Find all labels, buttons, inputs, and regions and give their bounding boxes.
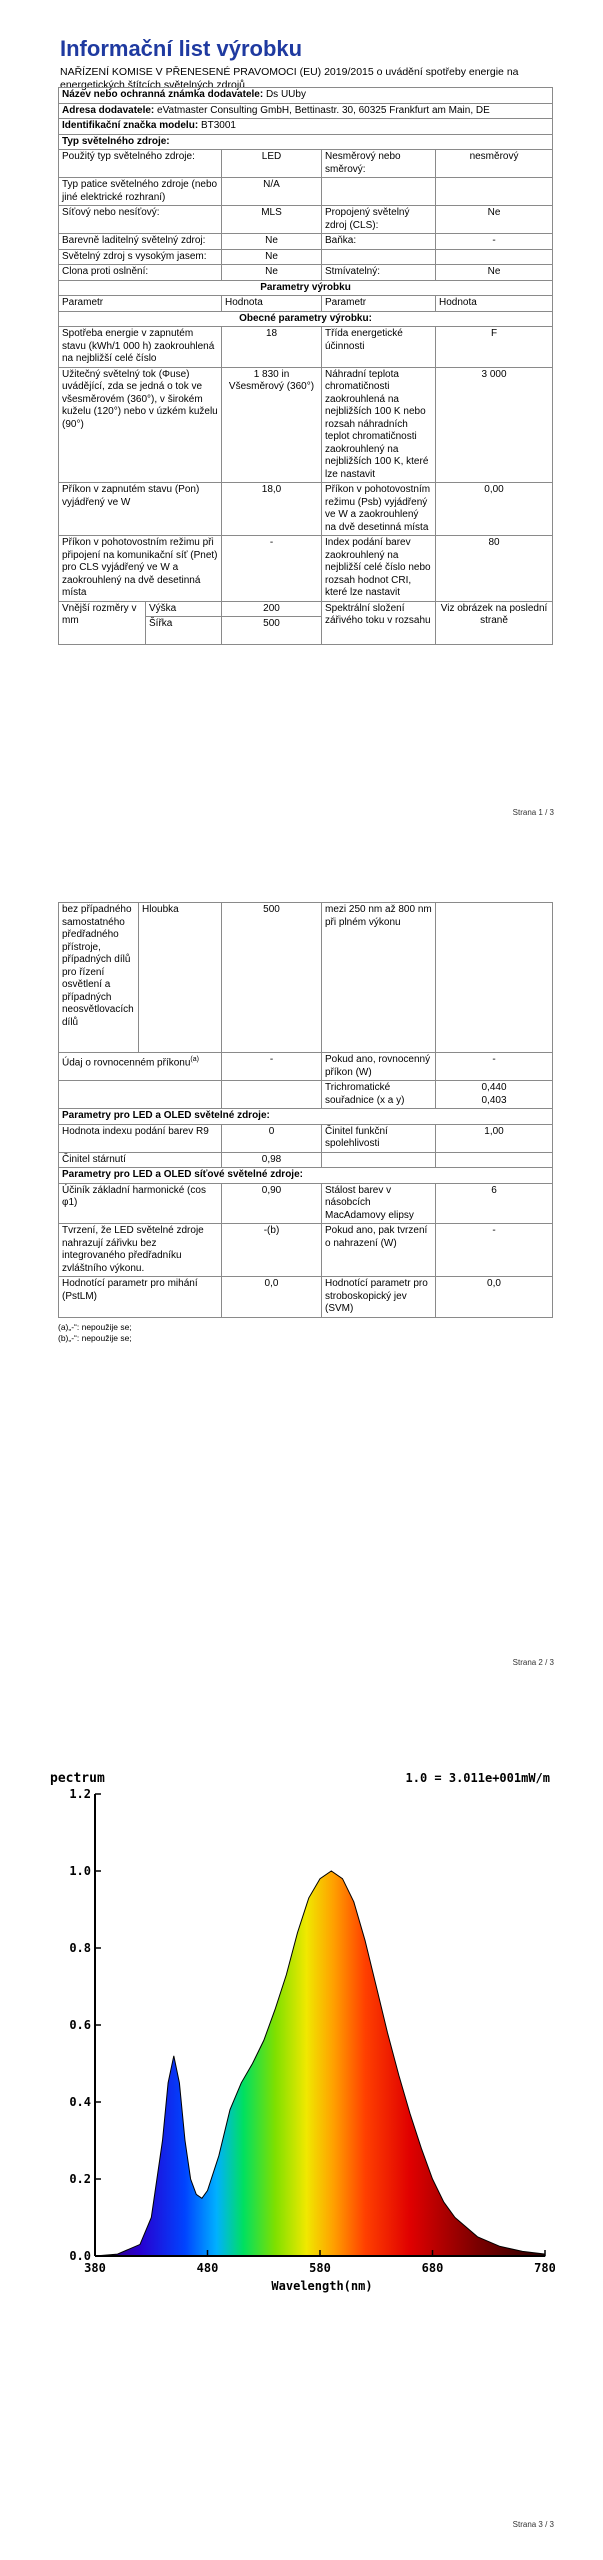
spectral-value: Viz obrázek na poslední straně (436, 601, 553, 644)
y-tick-label: 0.8 (69, 1941, 91, 1955)
param-label: Činitel funkční spolehlivosti (322, 1124, 436, 1152)
regulation-text: NAŘÍZENÍ KOMISE V PŘENESENÉ PRAVOMOCI (EU) 2019/2015 o uvádění spotřeby energie na energetických štítcích světelných zdrojů (60, 66, 519, 91)
param-label: Pokud ano, pak tvrzení o nahrazení (W) (322, 1224, 436, 1277)
type-param-label (322, 249, 436, 265)
param-value: 0,00 (436, 483, 553, 536)
type-param-value: MLS (222, 206, 322, 234)
type-param-value: Ne (222, 265, 322, 281)
height-value: 200 (222, 602, 321, 618)
type-param-value: Ne (436, 206, 553, 234)
param-label: Účiník základní harmonické (cos φ1) (59, 1183, 222, 1224)
model-id: BT3001 (200, 120, 236, 131)
y-tick-label: 1.2 (69, 1787, 91, 1801)
type-param-label: Použitý typ světelného zdroje: (59, 150, 222, 178)
page-1 (0, 0, 603, 850)
mls-param-row (59, 1183, 553, 1224)
col-header-param: Parametr (59, 296, 222, 312)
type-param-value (436, 178, 553, 206)
y-tick-label: 0.4 (69, 2095, 91, 2109)
spectrum-chart (50, 1768, 555, 2298)
param-value: - (222, 536, 322, 602)
type-param-value: N/A (222, 178, 322, 206)
type-param-value: LED (222, 150, 322, 178)
y-tick-label: 0.0 (69, 2249, 91, 2263)
param-value: -(b) (222, 1224, 322, 1277)
supplier-address-label: Adresa dodavatele: (62, 104, 155, 116)
spectrum-area (95, 1871, 545, 2256)
x-tick-label: 780 (534, 2261, 555, 2275)
col-header-value: Hodnota (222, 296, 322, 312)
dims-label: Vnější rozměry v mm (62, 602, 137, 626)
type-param-value: Ne (436, 265, 553, 281)
supplier-name: Ds UUby (265, 89, 306, 100)
light-source-type-heading: Typ světelného zdroje: (59, 134, 553, 150)
param-label: Hodnota indexu podání barev R9 (59, 1124, 222, 1152)
type-row (59, 178, 553, 206)
plot-area (69, 1787, 555, 2275)
param-value: 1,00 (436, 1124, 553, 1152)
param-label (59, 1081, 222, 1109)
col-header-value: Hodnota (436, 296, 553, 312)
page-number: Strana 2 / 3 (512, 1658, 554, 1667)
param-value: 3 000 (436, 367, 553, 483)
param-label: Užitečný světelný tok (Φuse) uvádějící, zda se jedná o tok ve všesměrovém (360°), v širokém kuželu (120°) nebo v úzkém kuželu (90°) (59, 367, 222, 483)
type-param-label: Nesměrový nebo směrový: (322, 150, 436, 178)
type-row (59, 249, 553, 265)
footnote-b: (b)„-“: nepoužije se; (58, 1332, 132, 1343)
params-section-heading: Parametry výrobku (59, 280, 553, 296)
chart-annotation: 1.0 = 3.011e+001mW/m (405, 1771, 550, 1785)
x-tick-label: 580 (309, 2261, 331, 2275)
param-value: 1 830 in Všesměrový (360°) (222, 367, 322, 483)
type-row (59, 150, 553, 178)
param-value: 18,0 (222, 483, 322, 536)
param-row (59, 1053, 553, 1081)
mls-param-row (59, 1277, 553, 1318)
y-tick-label: 0.6 (69, 2018, 91, 2032)
supplier-address-row (59, 103, 553, 119)
type-param-label: Clona proti oslnění: (59, 265, 222, 281)
spectral-continued: mezi 250 nm až 800 nm při plném výkonu (322, 903, 436, 1053)
type-param-label: Stmívatelný: (322, 265, 436, 281)
spectrum-chart-svg (50, 1768, 555, 2298)
footnote-ref: (a) (190, 1056, 199, 1063)
y-tick-label: 1.0 (69, 1864, 91, 1878)
param-value: 0,0 (436, 1277, 553, 1318)
dims-cell (59, 601, 222, 644)
product-sheet-table-p2 (58, 902, 552, 1344)
x-tick-label: 680 (421, 2261, 444, 2275)
type-row (59, 206, 553, 234)
type-param-label (322, 178, 436, 206)
param-row (59, 1081, 553, 1109)
type-row (59, 265, 553, 281)
type-row (59, 234, 553, 250)
model-row (59, 119, 553, 135)
general-param-row (59, 536, 553, 602)
param-label: Náhradní teplota chromatičnosti zaokrouhlená na nejbližších 100 K nebo rozsah náhradních teplot chromatičnosti zaokrouhlený na nejbližších 100 K, které lze nastavit (322, 367, 436, 483)
param-value: 6 (436, 1183, 553, 1224)
mls-param-row (59, 1224, 553, 1277)
param-value: - (436, 1224, 553, 1277)
general-param-row (59, 327, 553, 368)
chart-title: pectrum (50, 1771, 105, 1786)
led-section-heading: Parametry pro LED a OLED světelné zdroje: (59, 1109, 553, 1125)
general-param-row (59, 367, 553, 483)
param-value: 18 (222, 327, 322, 368)
param-label (322, 1152, 436, 1168)
led-param-row (59, 1124, 553, 1152)
param-value: 0 (222, 1124, 322, 1152)
dims-values (222, 601, 322, 644)
supplier-address: eVatmaster Consulting GmbH, Bettinastr. 30, 60325 Frankfurt am Main, DE (157, 104, 490, 116)
mls-section-heading: Parametry pro LED a OLED síťové světelné zdroje: (59, 1168, 553, 1184)
param-label: Údaj o rovnocenném příkonu$^{(a)}$ (59, 1053, 222, 1081)
param-value: 0,90 (222, 1183, 322, 1224)
param-value: 80 (436, 536, 553, 602)
type-param-label: Propojený světelný zdroj (CLS): (322, 206, 436, 234)
depth-label: Hloubka (139, 903, 222, 1053)
width-label: Šířka (149, 618, 173, 629)
type-param-label: Baňka: (322, 234, 436, 250)
spectral-label: Spektrální složení zářivého toku v rozsahu (322, 601, 436, 644)
param-label: Hodnotící parametr pro mihání (PstLM) (59, 1277, 222, 1318)
param-value (436, 1152, 553, 1168)
type-param-value: Ne (222, 249, 322, 265)
param-label: Spotřeba energie v zapnutém stavu (kWh/1 000 h) zaokrouhlená na nejbližší celé číslo (59, 327, 222, 368)
type-param-label: Světelný zdroj s vysokým jasem: (59, 249, 222, 265)
param-value: F (436, 327, 553, 368)
type-param-value (436, 249, 553, 265)
param-value: 0,0 (222, 1277, 322, 1318)
type-param-label: Síťový nebo nesíťový: (59, 206, 222, 234)
param-label: Hodnotící parametr pro stroboskopický jev (SVM) (322, 1277, 436, 1318)
type-param-value: nesměrový (436, 150, 553, 178)
height-label: Výška (146, 602, 221, 618)
param-label: Pokud ano, rovnocenný příkon (W) (322, 1053, 436, 1081)
page-2 (0, 850, 603, 1700)
supplier-name-label: Název nebo ochranná známka dodavatele: (62, 89, 264, 100)
document-title: Informační list výrobku (60, 36, 303, 61)
param-label: Činitel stárnutí (59, 1152, 222, 1168)
x-axis-label: Wavelength(nm) (271, 2279, 373, 2293)
page-number: Strana 3 / 3 (512, 2520, 554, 2529)
param-value: 0,98 (222, 1152, 322, 1168)
led-param-row (59, 1152, 553, 1168)
type-param-value: - (436, 234, 553, 250)
supplier-name-row (59, 88, 553, 104)
param-value (222, 1081, 322, 1109)
param-value: 0,440 0,403 (436, 1081, 553, 1109)
type-param-label: Typ patice světelného zdroje (nebo jiné elektrické rozhraní) (59, 178, 222, 206)
type-param-value: Ne (222, 234, 322, 250)
dims-continued-label: bez případného samostatného předřadného přístroje, případných dílů pro řízení osvětlení a případných neosvětlovacích dílů (59, 903, 139, 1053)
param-label: Tvrzení, že LED světelné zdroje nahrazují zářivku bez integrovaného předřadníku zvláštního výkonu. (59, 1224, 222, 1277)
x-tick-label: 380 (84, 2261, 106, 2275)
col-header-param: Parametr (322, 296, 436, 312)
general-params-heading: Obecné parametry výrobku: (59, 311, 553, 327)
width-value: 500 (263, 618, 280, 629)
product-sheet-table-p1 (58, 87, 552, 645)
model-label: Identifikační značka modelu: (62, 120, 199, 131)
param-label: Příkon v zapnutém stavu (Pon) vyjádřený ve W (59, 483, 222, 536)
param-label: Příkon v pohotovostním režimu (Psb) vyjádřený ve W a zaokrouhlený na dvě desetinná místa (322, 483, 436, 536)
param-label: Stálost barev v násobcích MacAdamovy elipsy (322, 1183, 436, 1224)
empty-cell (436, 903, 553, 1053)
param-label: Index podání barev zaokrouhlený na nejbližší celé číslo nebo rozsah hodnot CRI, které lze nastavit (322, 536, 436, 602)
general-param-row (59, 483, 553, 536)
depth-value: 500 (222, 903, 322, 1053)
param-label: Trichromatické souřadnice (x a y) (322, 1081, 436, 1109)
param-value: - (436, 1053, 553, 1081)
param-label: Třída energetické účinnosti (322, 327, 436, 368)
x-tick-label: 480 (196, 2261, 219, 2275)
y-tick-label: 0.2 (69, 2172, 91, 2186)
page-number: Strana 1 / 3 (512, 808, 554, 817)
footnote-a: (a)„-“: nepoužije se; (58, 1321, 132, 1332)
type-param-label: Barevně laditelný světelný zdroj: (59, 234, 222, 250)
param-label: Příkon v pohotovostním režimu při připojení na komunikační síť (Pnet) pro CLS vyjádřený ve W a zaokrouhlený na dvě desetinná místa (59, 536, 222, 602)
param-value: - (222, 1053, 322, 1081)
